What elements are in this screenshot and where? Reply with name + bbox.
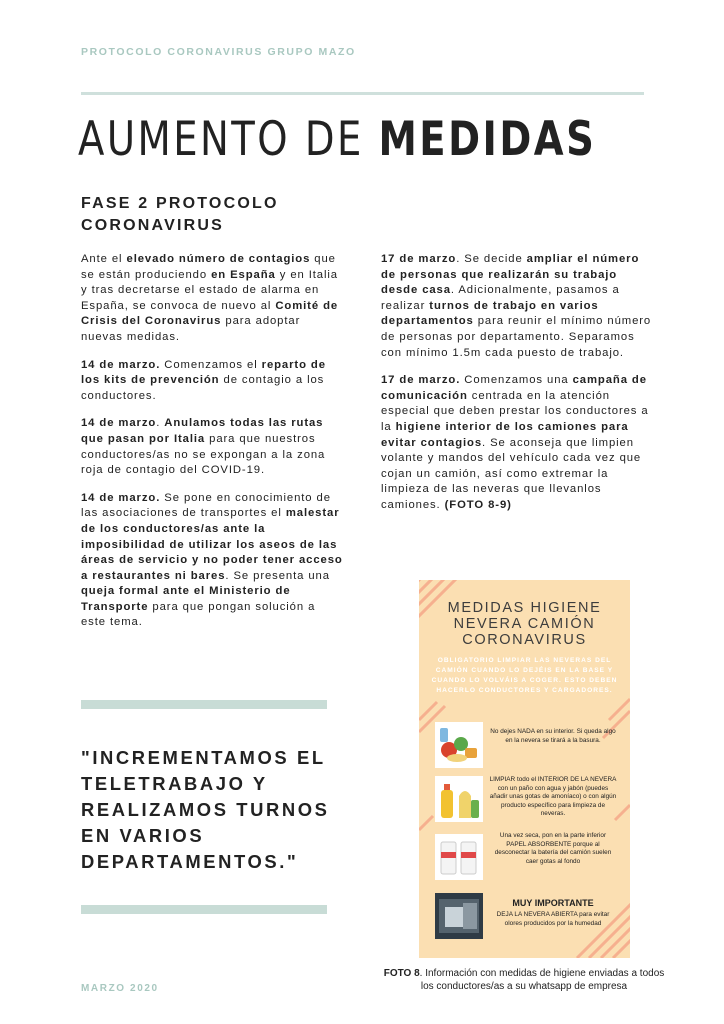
text: Ante el [81,253,127,265]
bold-text: malestar de los conductores/as ante la imposibilidad de utilizar los aseos de las áreas de servicio y no poder tener acceso a restaurantes ni bares [81,507,343,582]
item-text: No dejes NADA en su interior. Si queda algo en la nevera se tirará a la basura. [490,728,616,744]
top-divider [81,92,644,95]
paragraph [81,416,343,478]
text: Se pone en conocimiento de las asociaciones de transportes el [81,491,331,520]
bold-text: reparto de los kits de prevención [81,358,326,387]
title-light: AUMENTO DE [78,112,379,167]
infographic-item [433,720,618,770]
text: . Adicionalmente, pasamos a realizar [381,284,620,312]
text: . [156,417,165,430]
open-fridge-icon [435,890,483,942]
bold-text: 14 de marzo [81,417,157,430]
hygiene-infographic [419,580,630,958]
text: centrada en la atención especial que deben prestar los conductores a la [381,389,649,433]
text: Comenzamos una [460,374,573,387]
paper-towel-icon [435,834,483,880]
text: . Se aconseja que limpien volante y mandos del vehículo cada vez que cojan un camión, así como extremar la limpieza de las neveras que llevanlos camiones. [381,436,642,511]
paragraph [81,491,343,631]
left-column [81,252,343,643]
pull-quote: "INCREMENTAMOS EL TELETRABAJO Y REALIZAMOS TURNOS EN VARIOS DEPARTAMENTOS." [81,747,330,872]
infographic-item [433,832,618,882]
paragraph [381,252,656,361]
bold-text: 17 de marzo. [381,374,461,387]
item-text: LIMPIAR todo el INTERIOR DE LA NEVERA con un paño con agua y jabón (puedes añadir unas gotas de amoníaco) o con algún producto específico para limpieza de neveras. [489,776,617,817]
cleaning-products-icon [435,776,483,822]
paragraph [381,373,656,513]
infographic-title: MEDIDAS HIGIENE NEVERA CAMIÓN CORONAVIRUS [447,600,602,648]
quote-top-bar [81,700,327,709]
bold-text: Anulamos todas las rutas que pasan por Italia [81,417,324,445]
section-subtitle: FASE 2 PROTOCOLO CORONAVIRUS [81,195,279,234]
bold-text: campaña de comunicación [381,374,647,402]
food-icon [435,722,483,768]
text: que se están produciendo [81,253,336,281]
bold-text: Comité de Crisis del Coronavirus [81,299,339,328]
item-heading: MUY IMPORTANTE [512,898,594,908]
title-bold: MEDIDAS [378,112,597,167]
text: para adoptar nuevas medidas. [81,315,301,343]
bold-text: 14 de marzo. [81,358,161,371]
text: para que pongan solución a este tema. [81,600,316,629]
text: para que nuestros conductores/as no se expongan a la zona roja de contagio del COVID-19. [81,432,326,477]
header-label: PROTOCOLO CORONAVIRUS GRUPO MAZO [81,46,356,58]
photo-caption [376,967,672,993]
bold-text: 17 de marzo [381,253,457,265]
bold-text: en España [211,268,276,281]
text: y en Italia y tras decretarse el estado de alarma en España, se convoca de nuevo al [81,268,338,312]
footer-date: MARZO 2020 [81,983,159,994]
bold-text: (FOTO 8-9) [444,498,512,511]
caption-label: FOTO 8 [383,968,420,979]
infographic-subtitle: OBLIGATORIO LIMPIAR LAS NEVERAS DEL CAMIÓN CUANDO LO DEJÉIS EN LA BASE Y CUANDO LO VOLVÁIS A COGER. ESTO DEBEN HACERLO CONDUCTORES Y CARGADORES. [431,657,618,694]
quote-bottom-bar [81,905,327,914]
paragraph [81,358,343,405]
text: . Se decide [456,253,527,265]
item-text: DEJA LA NEVERA ABIERTA para evitar olores producidos por la humedad [496,911,610,927]
paragraph [81,252,343,346]
text: . Se presenta una [225,569,330,582]
right-column [381,252,656,526]
bold-text: turnos de trabajo en varios departamentos [381,299,599,328]
item-text: Una vez seca, pon en la parte inferior PAPEL ABSORBENTE porque al desconectar la batería del camión suelen caer gotas al fondo [494,832,612,865]
text: para reunir el mínimo número de personas por departamento. Separamos con mínimo 1.5m cada puesto de trabajo. [381,315,652,359]
bold-text: higiene interior de los camiones para evitar contagios [381,420,629,449]
bold-text: queja formal ante el Ministerio de Transporte [81,585,291,613]
infographic-item [433,892,618,942]
bold-text: ampliar el número de personas que realizarán su trabajo desde casa [381,253,640,297]
item-text-block [489,898,617,928]
text: de contagio a los conductores. [81,374,325,402]
text: Comenzamos el [160,358,262,371]
bold-text: elevado número de contagios [126,253,311,265]
infographic-item [433,774,618,824]
bold-text: 14 de marzo. [81,491,161,504]
page-title [78,112,596,167]
caption-text: . Información con medidas de higiene enviadas a todos los conductores/as a su whatsapp de empresa [419,968,665,992]
